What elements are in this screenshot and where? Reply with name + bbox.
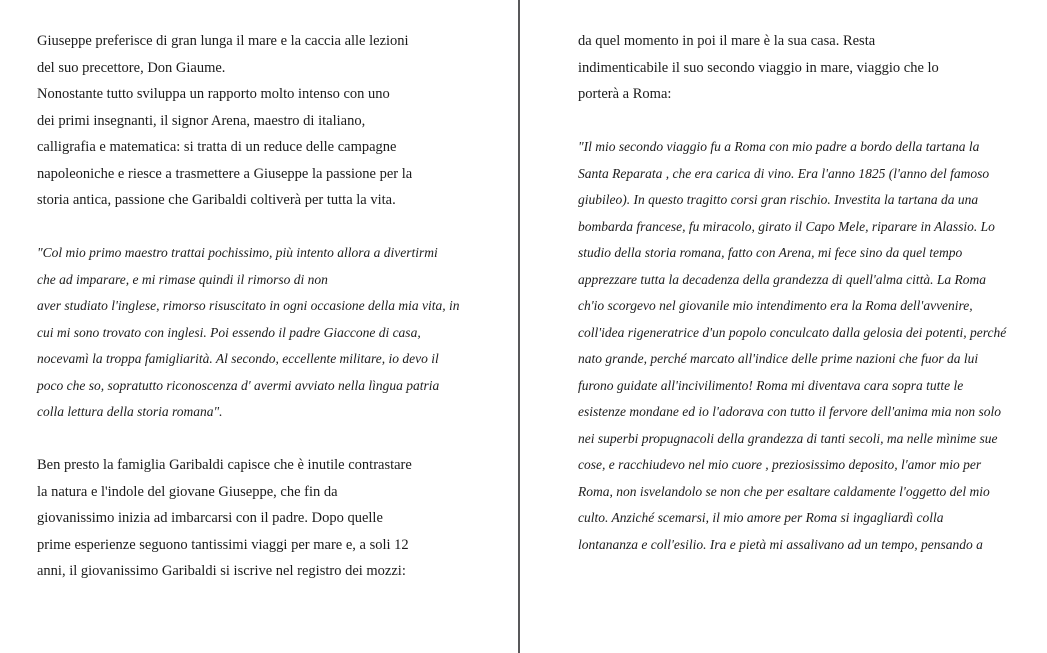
text-line: Giuseppe preferisce di gran lunga il mare e la caccia alle lezioni (37, 33, 409, 49)
text-line: coll'idea rigeneratrice d'un popolo conculcato dalla gelosia dei potenti, perché (578, 324, 1007, 340)
text-line: la natura e l'indole del giovane Giuseppe, che fin da (37, 483, 338, 500)
text-line: aver studiato l'inglese, rimorso risuscitato in ogni occasione della mia vita, in (37, 298, 460, 313)
body-paragraph (578, 28, 1040, 108)
text-line: anni, il giovanissimo Garibaldi si iscrive nel registro dei mozzi: (37, 563, 406, 579)
text-line: dei primi insegnanti, il signor Arena, maestro di italiano, (37, 112, 366, 129)
right-page-column (578, 28, 1040, 558)
quote-paragraph (37, 240, 507, 426)
text-line: studio della storia romana, fatto con Arena, mi fece sino da quel tempo (578, 245, 963, 260)
text-line: prime esperienze seguono tantissimi viaggi per mare e, a soli 12 (37, 536, 409, 553)
text-line: Nonostante tutto sviluppa un rapporto molto intenso con uno (37, 86, 390, 102)
text-line: poco che so, sopratutto riconoscenza d' avermi avviato nella lìngua patria (37, 377, 440, 393)
text-line: Ben presto la famiglia Garibaldi capisce che è inutile contrastare (37, 457, 412, 473)
text-line: apprezzare tutta la decadenza della grandezza di quell'alma città. La Roma (578, 271, 986, 287)
body-paragraph (37, 452, 507, 585)
text-line: giovanissimo inizia ad imbarcarsi con il padre. Dopo quelle (37, 510, 383, 526)
text-line: bombarda francese, fu miracolo, girato il Capo Mele, riparare in Alassio. Lo (578, 218, 995, 234)
text-line: nato grande, perché marcato all'indice delle prime nazioni che fuor da lui (578, 351, 979, 366)
text-line: nocevamì la troppa famigliarità. Al secondo, eccellente militare, io devo il (37, 351, 439, 366)
text-line: da quel momento in poi il mare è la sua casa. Resta (578, 33, 876, 49)
body-paragraph (37, 28, 507, 214)
text-line: "Il mio secondo viaggio fu a Roma con mio padre a bordo della tartana la (578, 139, 980, 154)
text-line: napoleoniche e riesce a trasmettere a Giuseppe la passione per la (37, 165, 413, 182)
text-line: storia antica, passione che Garibaldi coltiverà per tutta la vita. (37, 192, 396, 208)
text-line: esistenze mondane ed io l'adorava con tutto il fervore dell'anima mia non solo (578, 404, 1001, 419)
text-line: giubileo). In questo tragitto corsi gran rischio. Investita la tartana da una (578, 192, 979, 207)
text-line: porterà a Roma: (578, 86, 672, 102)
text-line: cose, e racchiudevo nel mio cuore , preziosissimo deposito, l'amor mio per (578, 457, 982, 472)
text-line: furono guidate all'incivilimento! Roma mi diventava cara sopra tutte le (578, 377, 964, 393)
text-line: cui mi sono trovato con inglesi. Poi essendo il padre Giaccone di casa, (37, 324, 421, 340)
text-line: "Col mio primo maestro trattai pochissimo, più intento allora a divertirmi (37, 245, 438, 260)
text-line: che ad imparare, e mi rimase quindi il rimorso di non (37, 271, 328, 287)
page-divider (518, 0, 520, 653)
text-line: Santa Reparata , che era carica di vino. Era l'anno 1825 (l'anno del famoso (578, 165, 990, 181)
quote-paragraph (578, 134, 1040, 558)
left-page-column (37, 28, 507, 585)
text-line: colla lettura della storia romana". (37, 404, 223, 419)
text-line: indimenticabile il suo secondo viaggio in mare, viaggio che lo (578, 59, 939, 76)
text-line: culto. Anziché scemarsi, il mio amore per Roma si ingagliardì colla (578, 510, 944, 525)
text-line: calligrafia e matematica: si tratta di un reduce delle campagne (37, 139, 397, 155)
text-line: Roma, non isvelandolo se non che per esaltare caldamente l'oggetto del mio (578, 483, 990, 499)
text-line: ch'io scorgevo nel giovanile mio intendimento era la Roma dell'avvenire, (578, 298, 973, 313)
text-line: del suo precettore, Don Giaume. (37, 59, 226, 76)
text-line: lontananza e coll'esilio. Ira e pietà mi assalivano ad un tempo, pensando a (578, 536, 983, 552)
text-line: nei superbi propugnacoli della grandezza di tanti secoli, ma nelle mìnime sue (578, 430, 998, 446)
